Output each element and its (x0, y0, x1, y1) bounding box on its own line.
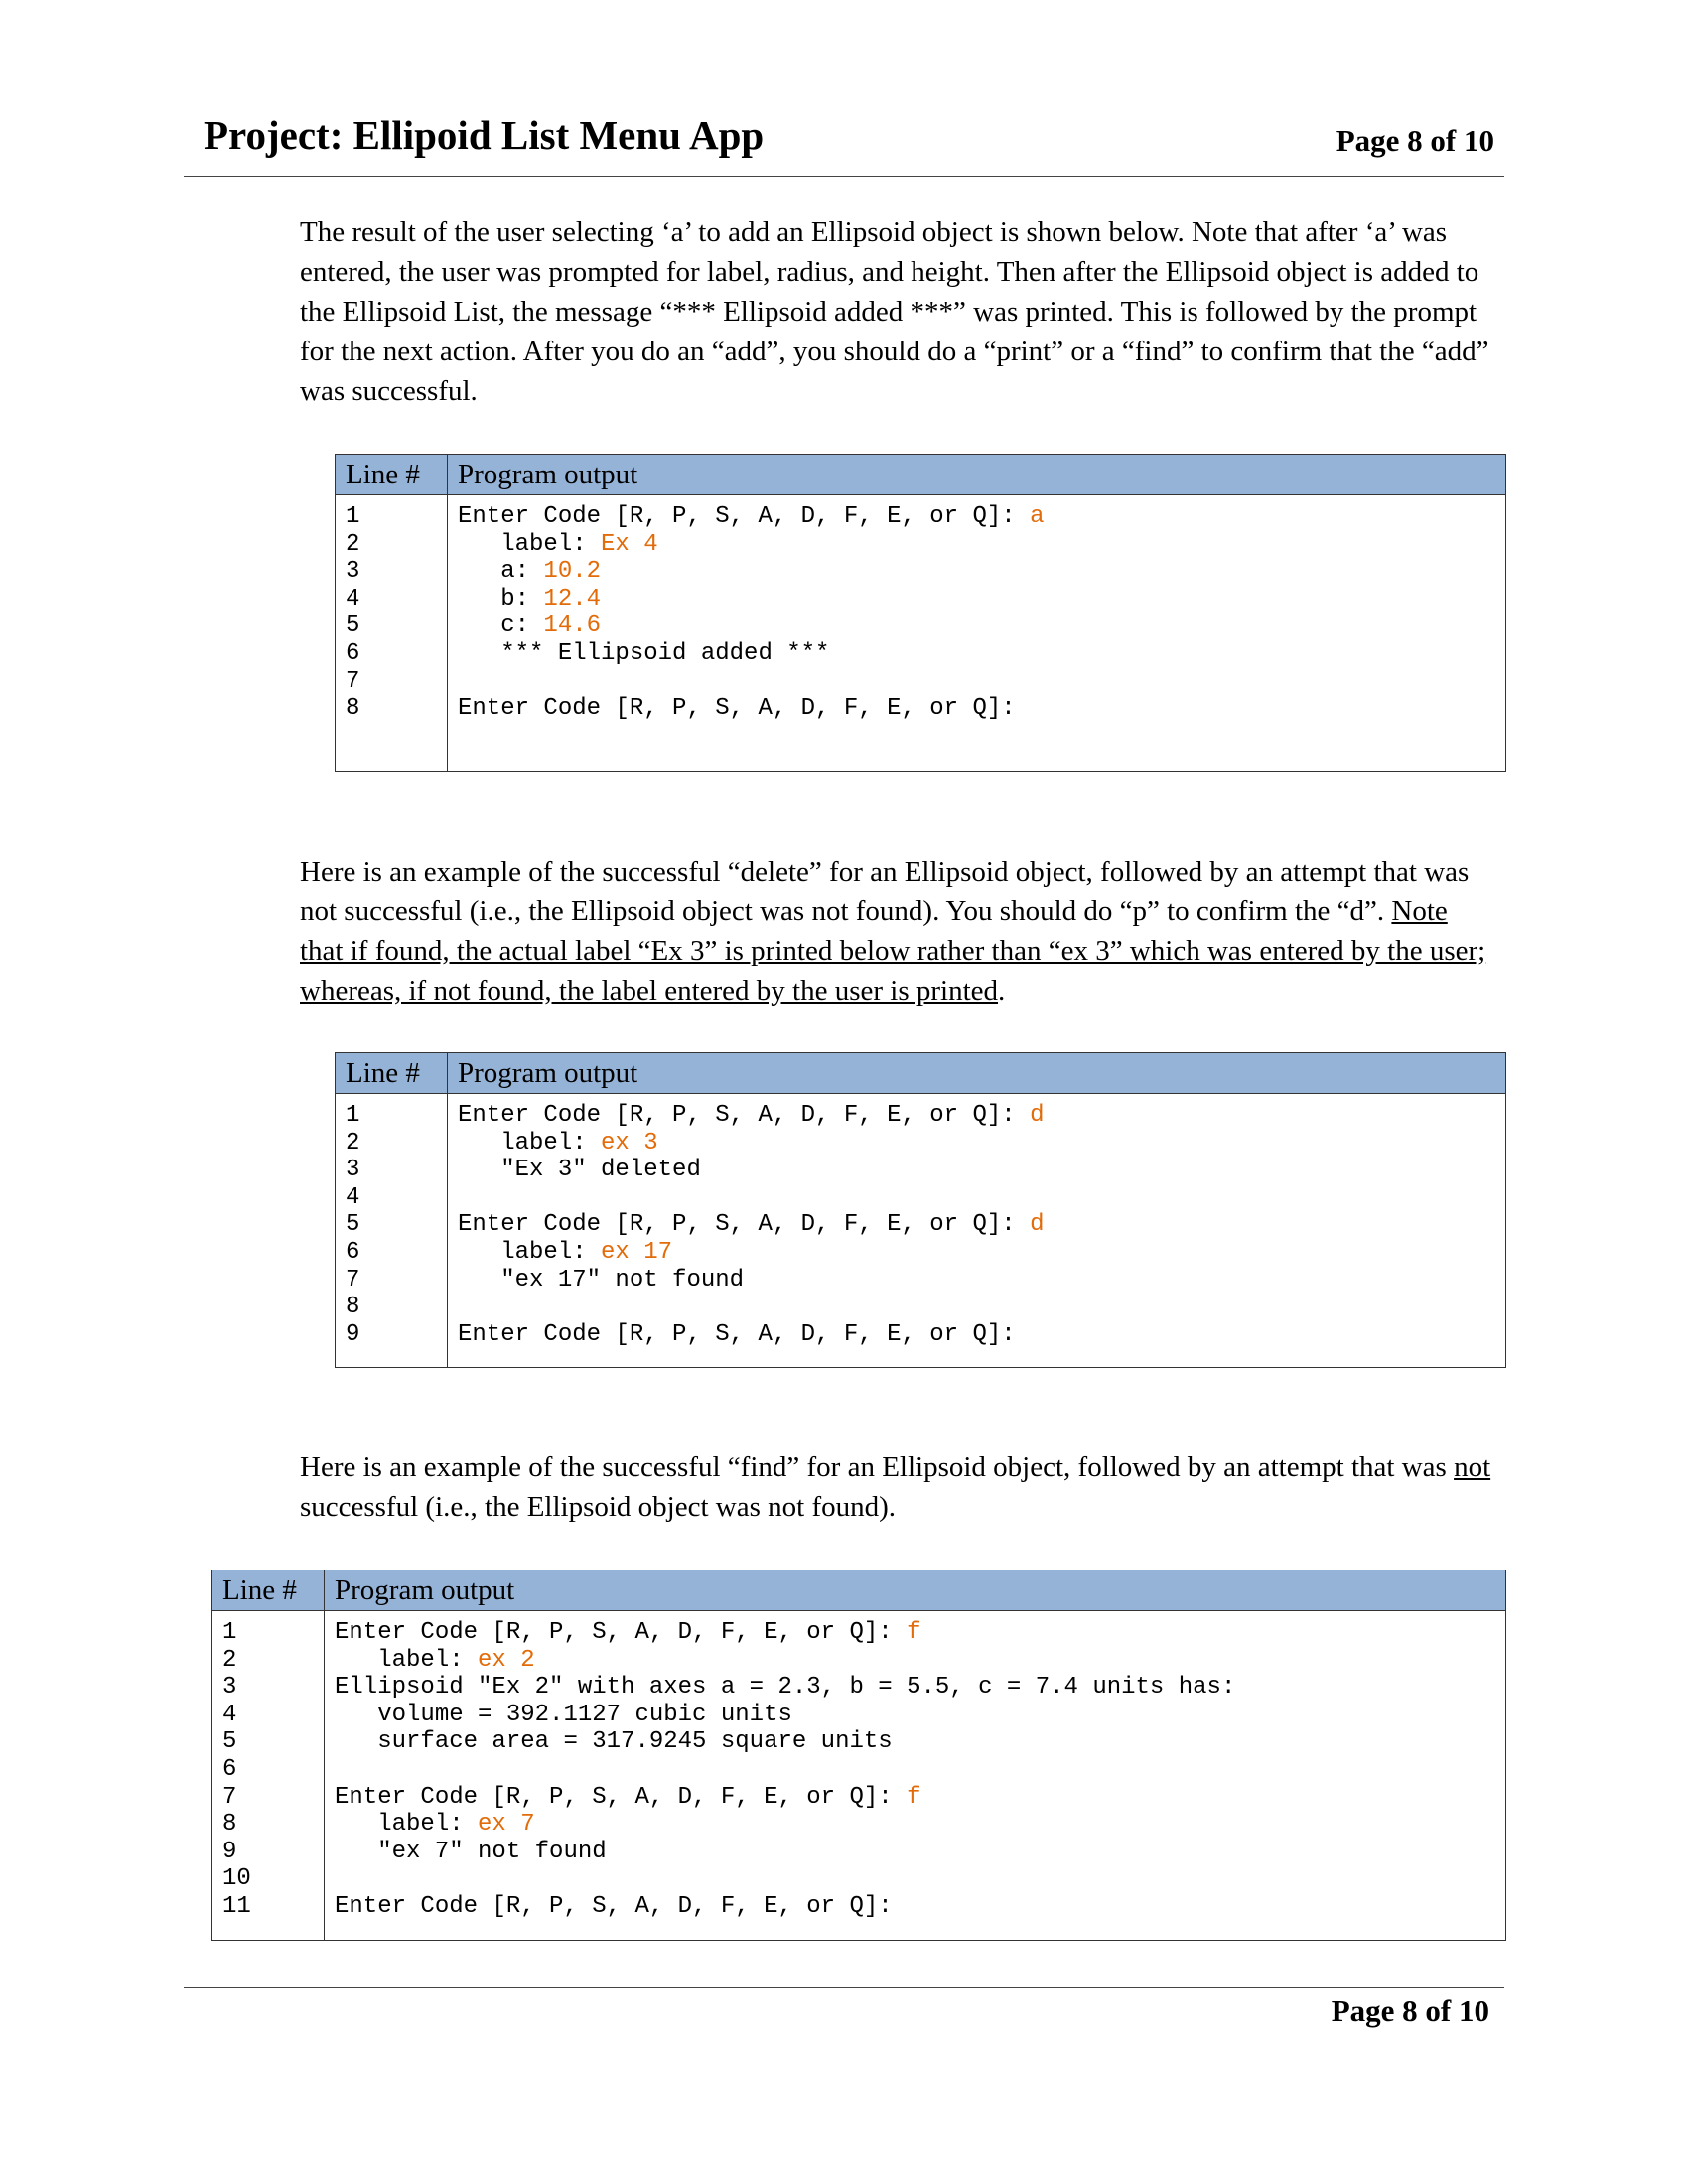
output-line (335, 1784, 1495, 1812)
user-input: ex 3 (601, 1129, 658, 1157)
header-divider (184, 176, 1504, 177)
output-line (335, 1619, 1495, 1647)
line-number-column (336, 1094, 448, 1368)
document-title: Project: Ellipoid List Menu App (204, 112, 765, 158)
program-output-column (325, 1611, 1506, 1941)
output-line (458, 1184, 1495, 1212)
output-text: "Ex 3" deleted (458, 1157, 701, 1184)
output-text: label: (458, 530, 602, 558)
output-line (335, 1728, 1495, 1756)
user-input: ex 7 (478, 1811, 535, 1839)
output-text: Ellipsoid "Ex 2" with axes a = 2.3, b = 5.5, c = 7.4 units has: (335, 1674, 1236, 1702)
output-text: "ex 17" not found (458, 1266, 745, 1294)
output-line (335, 1756, 1495, 1784)
output-text: Enter Code [R, P, S, A, D, F, E, or Q]: (335, 1892, 893, 1920)
footer-divider (184, 1987, 1504, 1988)
program-output-column (448, 495, 1506, 772)
output-text: b: (458, 585, 544, 613)
paragraph-find-text-end: successful (i.e., the Ellipsoid object was not found). (300, 1491, 897, 1523)
line-number: 4 (222, 1701, 237, 1728)
user-input: Ex 4 (601, 530, 658, 558)
output-line (458, 531, 1495, 559)
line-number: 4 (346, 585, 360, 613)
output-text: label: (458, 1238, 602, 1266)
program-output-column (448, 1094, 1506, 1368)
line-number: 6 (346, 639, 360, 667)
line-number: 5 (346, 1211, 360, 1239)
output-line (335, 1674, 1495, 1702)
line-number: 7 (222, 1783, 237, 1811)
output-text: label: (335, 1646, 479, 1674)
column-header-output: Program output (448, 455, 1506, 495)
output-line (335, 1702, 1495, 1729)
output-table-add (335, 454, 1506, 772)
output-text: surface area = 317.9245 square units (335, 1728, 893, 1756)
output-text: *** Ellipsoid added *** (458, 639, 830, 667)
output-line (458, 640, 1495, 668)
user-input: ex 2 (478, 1646, 535, 1674)
output-text: c: (458, 613, 544, 640)
user-input: 12.4 (543, 585, 602, 613)
user-input: d (1030, 1211, 1045, 1239)
output-line (458, 668, 1495, 696)
user-input: 10.2 (543, 558, 602, 586)
header-page-number: Page 8 of 10 (1336, 123, 1494, 158)
line-number: 9 (222, 1838, 237, 1865)
output-line (458, 1102, 1495, 1130)
output-text: label: (458, 1129, 602, 1157)
output-line (335, 1893, 1495, 1921)
column-header-line: Line # (212, 1570, 325, 1611)
output-text: label: (335, 1811, 479, 1839)
paragraph-add-text: The result of the user selecting ‘a’ to add an Ellipsoid object is shown below. Note that after ‘a’ was entered, the user was prompted for label, radius, and height. Then after the Ellipsoid object is added to the Ellipsoid List, the message “*** Ellipsoid added ***” was printed. This is followed by the prompt for the next action. After you do an “add”, you should do a “print” or a “find” to confirm that the “add” was successful. (300, 216, 1489, 407)
column-header-line: Line # (336, 455, 448, 495)
output-line (458, 613, 1495, 640)
paragraph-find-not: not (1454, 1451, 1491, 1483)
line-number: 8 (346, 695, 360, 723)
output-text: volume = 392.1127 cubic units (335, 1701, 792, 1728)
paragraph-delete-note: Note that if found, the actual label “Ex 3” is printed below rather than “ex 3” which was entered by the user; whereas, if not found, the label entered by the user is printed (300, 895, 1486, 1007)
output-line (458, 1267, 1495, 1295)
paragraph-delete-end: . (998, 975, 1006, 1007)
line-number: 2 (346, 530, 360, 558)
paragraph-add (300, 212, 1491, 411)
output-line (458, 1157, 1495, 1184)
output-line (335, 1647, 1495, 1675)
output-line (335, 1839, 1495, 1866)
output-line (458, 558, 1495, 586)
user-input: 14.6 (543, 613, 602, 640)
paragraph-delete (300, 852, 1491, 1011)
user-input: a (1030, 503, 1045, 530)
line-number: 3 (346, 1157, 360, 1184)
line-number: 8 (222, 1811, 237, 1839)
line-number: 2 (346, 1129, 360, 1157)
line-number: 2 (222, 1646, 237, 1674)
column-header-output: Program output (448, 1053, 1506, 1094)
line-number: 5 (222, 1728, 237, 1756)
user-input: f (907, 1783, 921, 1811)
column-header-line: Line # (336, 1053, 448, 1094)
paragraph-find-text: Here is an example of the successful “find” for an Ellipsoid object, followed by an attempt that was (300, 1451, 1455, 1483)
line-number: 6 (346, 1238, 360, 1266)
output-line (335, 1865, 1495, 1893)
output-table-find (211, 1570, 1506, 1941)
output-text: Enter Code [R, P, S, A, D, F, E, or Q]: (335, 1619, 908, 1646)
output-line (458, 1239, 1495, 1267)
output-line (458, 1211, 1495, 1239)
output-text: Enter Code [R, P, S, A, D, F, E, or Q]: (335, 1783, 908, 1811)
output-line (458, 503, 1495, 531)
output-text: Enter Code [R, P, S, A, D, F, E, or Q]: (458, 1211, 1031, 1239)
user-input: d (1030, 1102, 1045, 1129)
output-line (458, 1294, 1495, 1321)
line-number: 8 (346, 1294, 360, 1321)
line-number: 6 (222, 1755, 237, 1783)
paragraph-find (300, 1447, 1491, 1527)
output-text: Enter Code [R, P, S, A, D, F, E, or Q]: (458, 503, 1031, 530)
footer-page-number: Page 8 of 10 (1331, 1993, 1489, 2028)
line-number-column (212, 1611, 325, 1941)
page-header (184, 111, 1504, 171)
output-text: Enter Code [R, P, S, A, D, F, E, or Q]: (458, 1320, 1016, 1348)
output-line (458, 586, 1495, 614)
user-input: ex 17 (601, 1238, 673, 1266)
line-number: 9 (346, 1320, 360, 1348)
line-number: 1 (222, 1619, 237, 1646)
output-text: Enter Code [R, P, S, A, D, F, E, or Q]: (458, 1102, 1031, 1129)
line-number: 1 (346, 503, 360, 530)
column-header-output: Program output (325, 1570, 1506, 1611)
output-text: a: (458, 558, 544, 586)
line-number: 4 (346, 1183, 360, 1211)
line-number: 3 (346, 558, 360, 586)
line-number: 7 (346, 667, 360, 695)
line-number-column (336, 495, 448, 772)
line-number: 5 (346, 613, 360, 640)
output-text: "ex 7" not found (335, 1838, 607, 1865)
output-line (458, 1130, 1495, 1158)
line-number: 10 (222, 1865, 251, 1893)
output-line (458, 1321, 1495, 1349)
line-number: 3 (222, 1674, 237, 1702)
line-number: 11 (222, 1892, 251, 1920)
paragraph-delete-text: Here is an example of the successful “delete” for an Ellipsoid object, followed by an attempt that was not successful (i.e., the Ellipsoid object was not found). You should do “p” to confirm the “d”. (300, 856, 1470, 927)
output-line (458, 695, 1495, 723)
output-line (335, 1811, 1495, 1839)
line-number: 7 (346, 1266, 360, 1294)
output-text: Enter Code [R, P, S, A, D, F, E, or Q]: (458, 695, 1016, 723)
line-number: 1 (346, 1102, 360, 1129)
user-input: f (907, 1619, 921, 1646)
output-table-delete (335, 1052, 1506, 1368)
